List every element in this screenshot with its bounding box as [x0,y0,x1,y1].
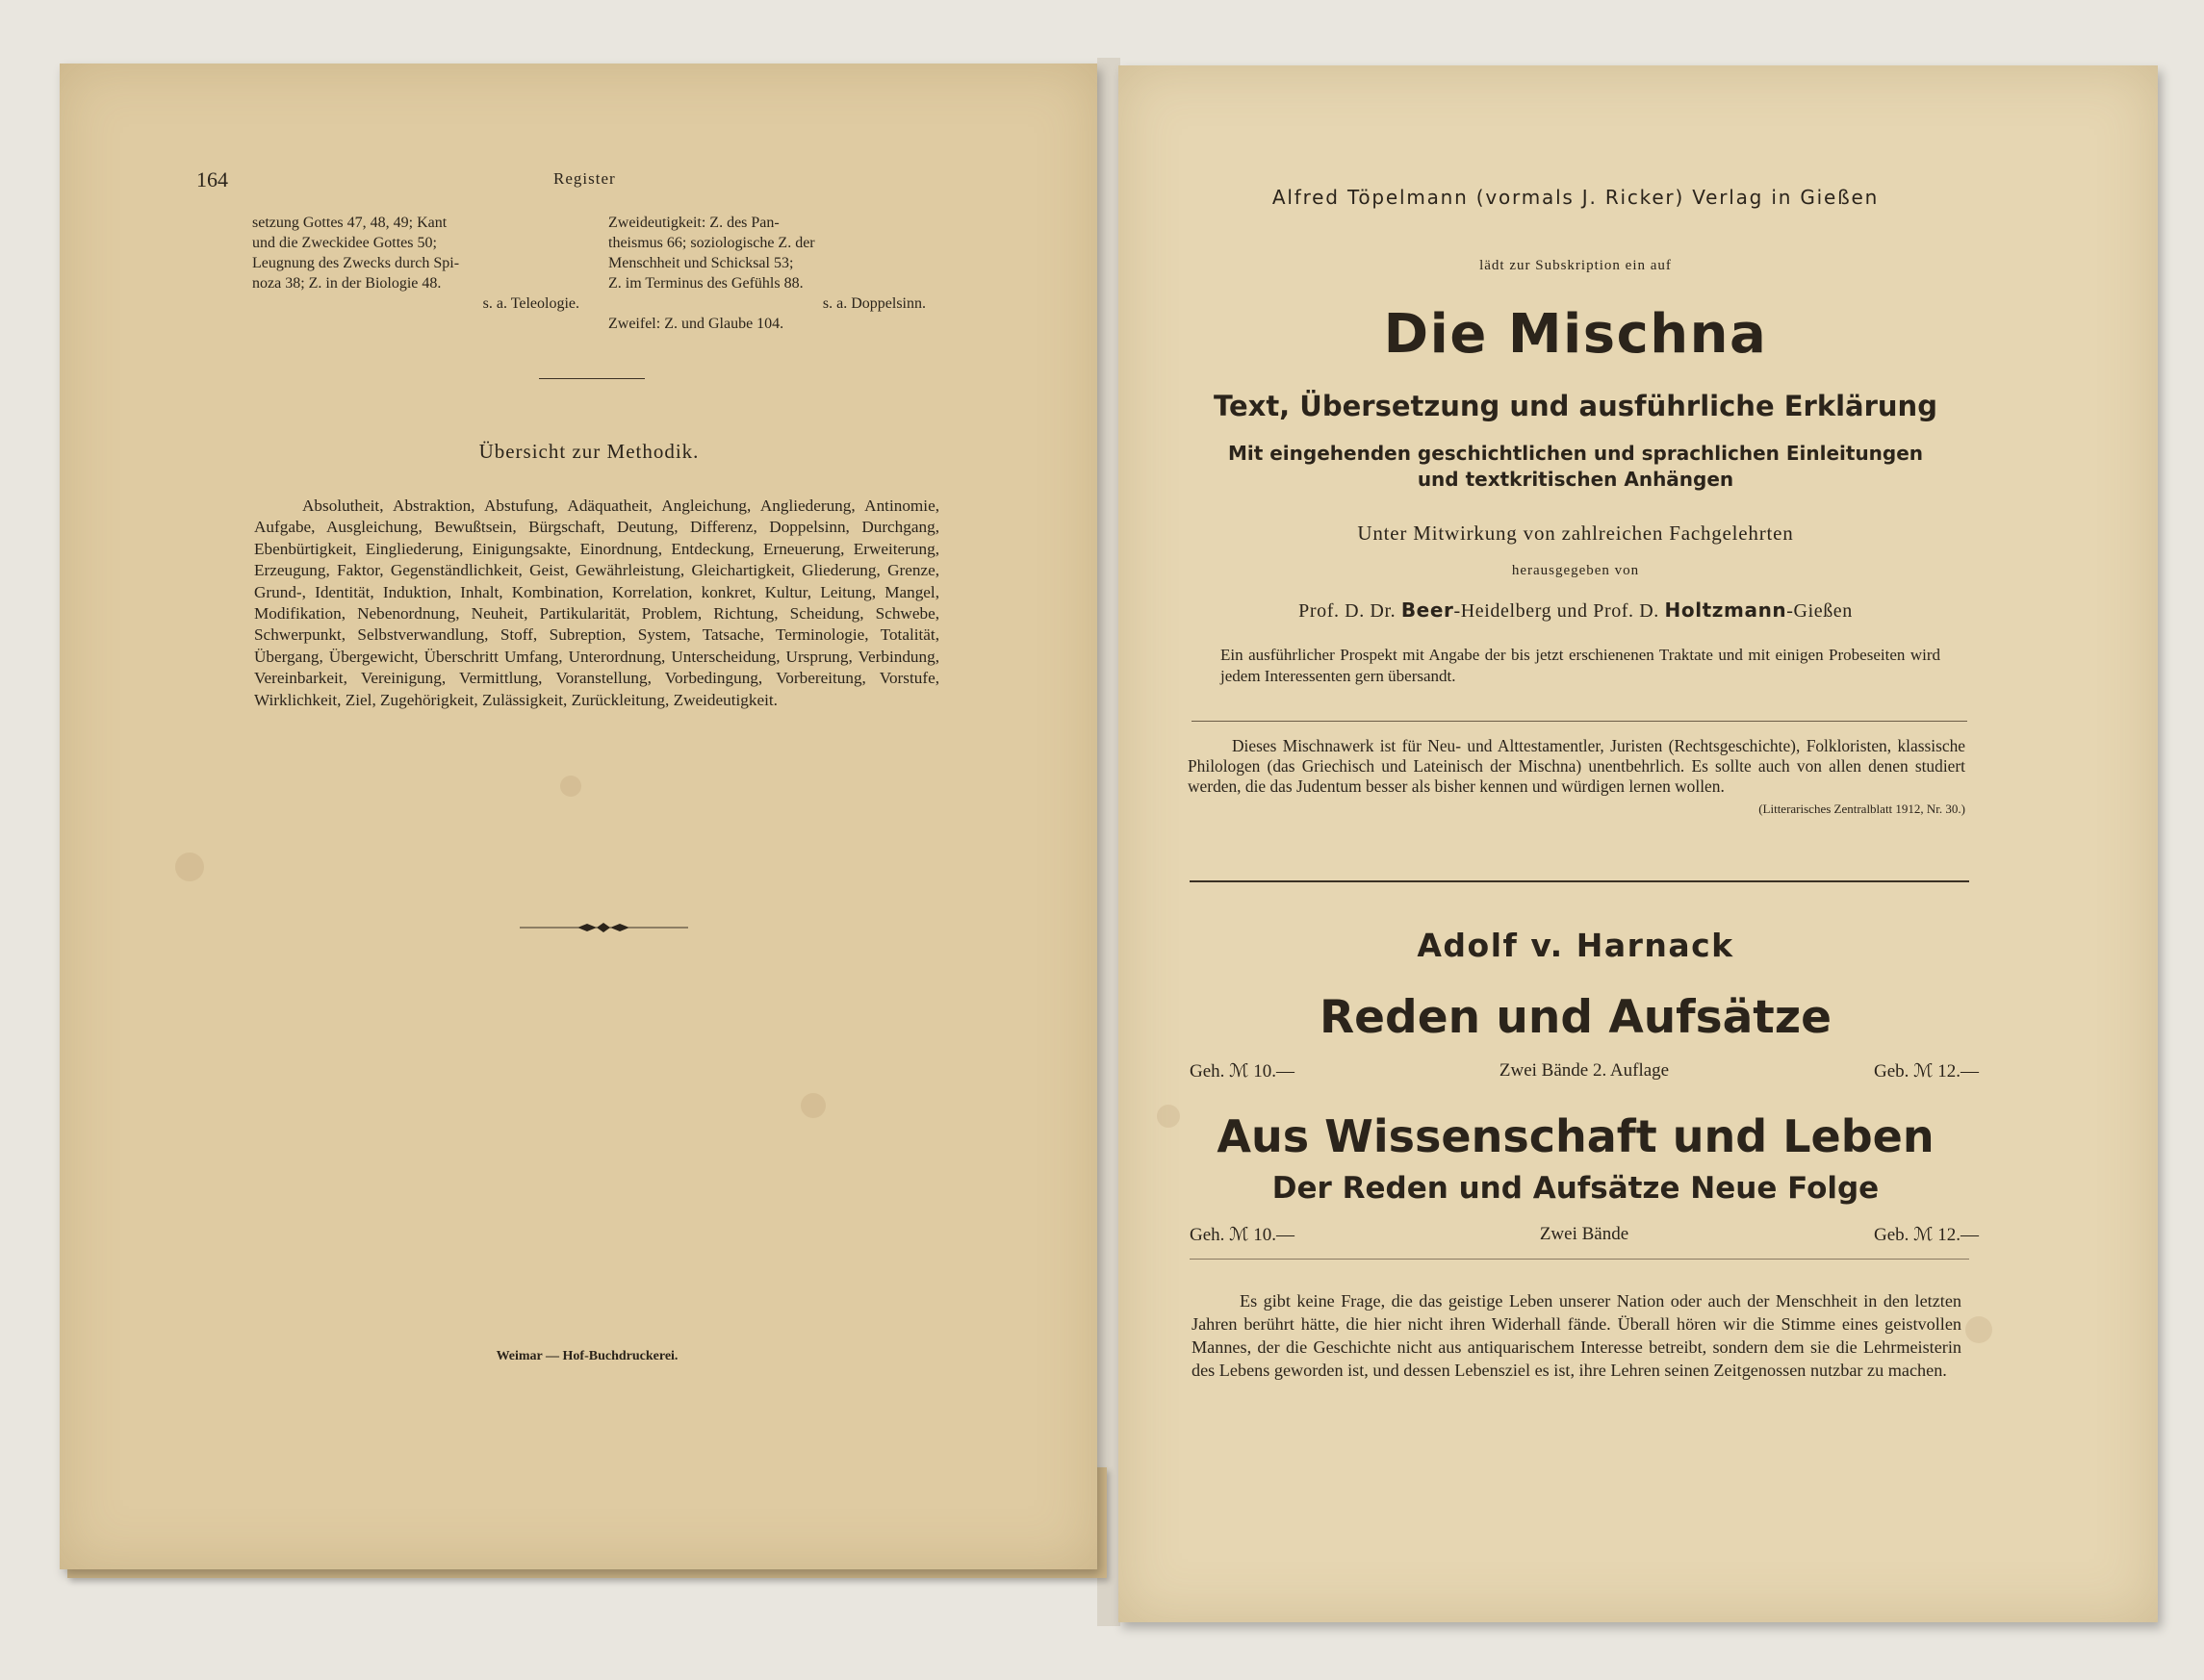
index-line: setzung Gottes 47, 48, 49; Kant [252,215,448,231]
index-line: Zweideutigkeit: Z. des Pan- [608,215,780,231]
section-title: Übersicht zur Methodik. [478,440,700,463]
edited-by-line: herausgegeben von [1511,563,1640,578]
index-line: Z. im Terminus des Gefühls 88. [608,275,804,292]
divider [1192,721,1967,722]
harnack-description: Es gibt keine Frage, die das geistige Leben unserer Nation oder auch der Menschheit in den letzten Jahren berührt hätte, die hier nicht ihren Widerhall fände. Überall hören wir die Stimme eines geistvollen Mannes, der die Geschichte nicht aus antiquarischem Interesse betreibt, sondern dem sie die Lehrmeisterin des Lebens geworden ist, und dessen Lebensziel es ist, ihre Lehren seinen Zeitgenossen nutzbar zu machen. [1192,1291,1961,1380]
description-line: Mit eingehenden geschichtlichen und sprachlichen Einleitungen [1227,442,1924,465]
editor2-name: Holtzmann [1664,598,1787,622]
mischna-description [1176,441,1975,493]
divider [1190,1259,1969,1260]
index-line: Leugnung des Zwecks durch Spi- [252,255,460,271]
book1-volumes: Zwei Bände 2. Auflage [1499,1060,1670,1081]
index-line: theismus 66; soziologische Z. der [608,235,815,251]
book1-price-bound: Geb. ℳ 12.— [1874,1061,1979,1082]
page-number: 164 [196,167,228,191]
book-spine-gap [1097,58,1120,1626]
mischna-subtitle: Text, Übersetzung und ausführliche Erklärung [1214,390,1937,422]
index-line: Menschheit und Schicksal 53; [608,255,794,271]
editor2-place: -Gießen [1786,600,1853,622]
index-column-2 [608,213,926,334]
methodik-paragraph: Absolutheit, Abstraktion, Abstufung, Adäquatheit, Angleichung, Angliederung, Antinomie, Aufgabe, Ausgleichung, Bewußtsein, Bürgschaft, Deutung, Differenz, Doppelsinn, Durchgang, Ebenbürtigkeit, Eingliederung, Einigungsakte, Einordnung, Entdeckung, Erneuerung, Erweiterung, Erzeugung, Faktor, Gegenständlichkeit, Geist, Gewährleistung, Gleichartigkeit, Gliederung, Grenze, Grund-, Identität, Induktion, Inhalt, Kombination, Korrelation, konkret, Kultur, Leitung, Mangel, Modifikation, Nebenordnung, Neuheit, Partikularität, Problem, Richtung, Scheidung, Schwebe, Schwerpunkt, Selbstverwandlung, Stoff, Subreption, System, Tatsache, Terminologie, Totalität, Übergang, Übergewicht, Überschritt Umfang, Unterordnung, Unterscheidung, Ursprung, Verbindung, Vereinbarkeit, Vereinigung, Vermittlung, Voranstellung, Vorbedingung, Vorbereitung, Vorstufe, Wirklichkeit, Ziel, Zugehörigkeit, Zulässigkeit, Zurückleitung, Zweideutigkeit. [254,496,939,709]
right-page [1118,65,2158,1622]
running-header: Register [553,169,616,188]
review-quote [1188,736,1965,819]
author-name: Adolf v. Harnack [1417,927,1734,964]
paper-stain [801,1093,826,1118]
printer-imprint: Weimar — Hof-Buchdruckerei. [496,1349,679,1363]
book2-subtitle: Der Reden und Aufsätze Neue Folge [1271,1171,1880,1206]
index-line: Zweifel: Z. und Glaube 104. [608,316,784,332]
quote-text: Dieses Mischnawerk ist für Neu- und Alttestamentler, Juristen (Rechtsgeschichte), Folkloristen, klassische Philologen (das Griechisch und Lateinisch der Mischna) unentbehrlich. Es sollte auch von allen denen studiert werden, die das Judentum besser als bisher kennen und würdigen lernen wollen. [1188,736,1965,796]
index-column-1 [252,213,579,314]
editors-line [1176,598,1975,623]
divider [1190,880,1969,882]
ornament-divider [520,922,688,933]
editor1-place: -Heidelberg und [1453,600,1588,622]
book2-title: Aus Wissenschaft und Leben [1217,1110,1935,1162]
paper-stain [560,776,581,797]
book1-title: Reden und Aufsätze [1319,991,1832,1044]
description-line: und textkritischen Anhängen [1417,468,1734,491]
paper-stain [175,853,204,881]
publisher-line: Alfred Töpelmann (vormals J. Ricker) Verlag in Gießen [1271,186,1880,209]
index-line: noza 38; Z. in der Biologie 48. [252,275,442,292]
editor1-name: Beer [1400,598,1454,622]
index-reference: s. a. Teleologie. [482,295,579,312]
book2-price-bound: Geb. ℳ 12.— [1874,1225,1979,1245]
subscription-invitation: lädt zur Subskription ein auf [1479,258,1672,273]
editor2-prefix: Prof. D. [1593,600,1659,622]
editor1-prefix: Prof. D. Dr. [1298,600,1397,622]
quote-source: (Litterarisches Zentralblatt 1912, Nr. 30.) [1758,802,1965,816]
index-line: und die Zweckidee Gottes 50; [252,235,437,251]
collaboration-line: Unter Mitwirkung von zahlreichen Fachgelehrten [1357,522,1794,545]
mischna-title: Die Mischna [1383,303,1768,366]
paper-stain [1965,1316,1992,1343]
book2-volumes: Zwei Bände [1539,1224,1629,1244]
book2-price-paper: Geh. ℳ 10.— [1190,1225,1294,1245]
book1-price-paper: Geh. ℳ 10.— [1190,1061,1294,1082]
index-reference: s. a. Doppelsinn. [822,295,926,312]
prospekt-note: Ein ausführlicher Prospekt mit Angabe der bis jetzt erschienenen Traktate und mit einigen Probeseiten wird jedem Interessenten gern übersandt. [1220,646,1940,685]
divider [539,378,645,379]
